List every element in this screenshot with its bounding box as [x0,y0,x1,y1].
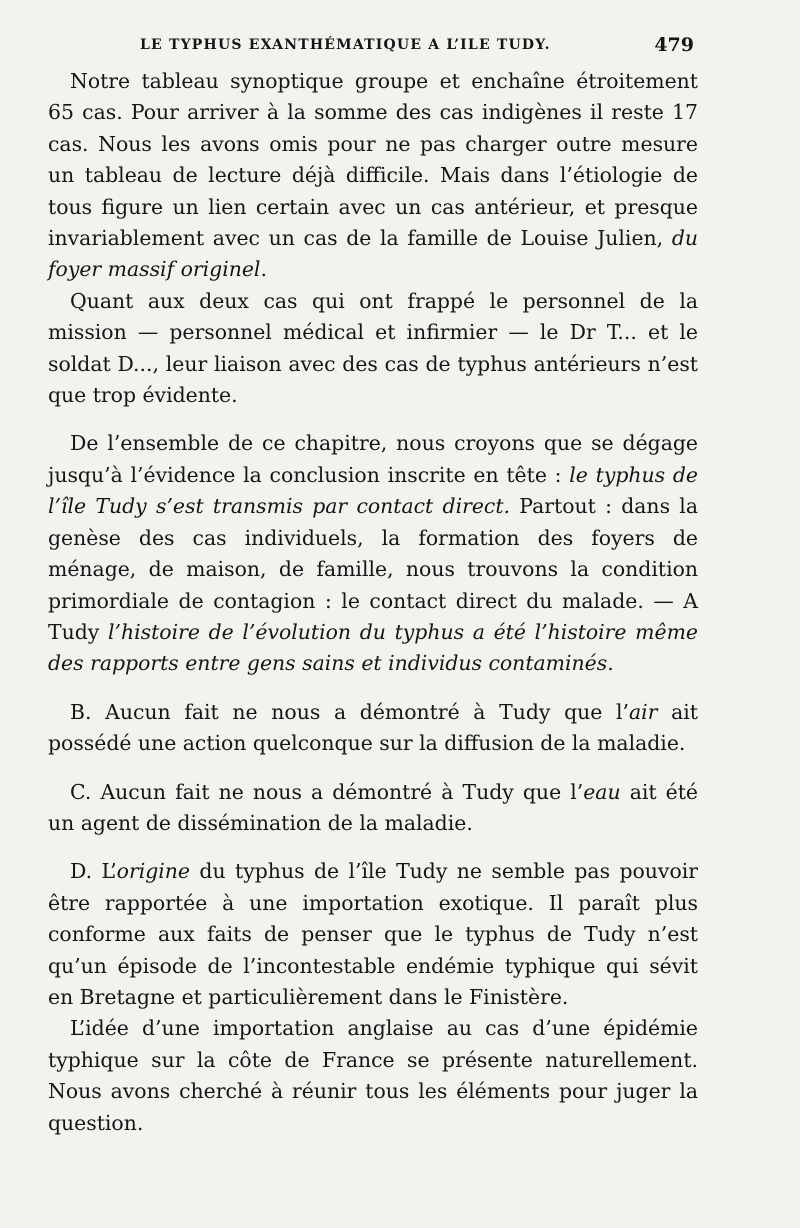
page-number: 479 [654,34,694,56]
paragraph-2: Quant aux deux cas qui ont frappé le personnel de la mission — personnel médical et infirmier — le Dr T... et le soldat D..., leur liaison avec des cas de typhus antérieurs n’est que trop évidente. [48,288,698,408]
paragraph-b: B. Aucun fait ne nous a démontré à Tudy que l’air ait possédé une action quelconque sur la diffusion de la maladie. [48,699,698,756]
paragraph-c: C. Aucun fait ne nous a démontré à Tudy que l’eau ait été un agent de dissémination de la maladie. [48,779,698,835]
paragraph-3: De l’ensemble de ce chapitre, nous croyons que se dégage jusqu’à l’évidence la conclusion inscrite en tête : le typhus de l’île Tudy s’est transmis par contact direct. Partout : dans la genèse des cas individuels, la formation des foyers de ménage, de maison, de famille, nous trouvons la condition primordiale de contagion : le contact direct du malade. — A Tudy l’histoire de l’évolution du typhus a été l’histoire même des rapports entre gens sains et individus contaminés. [48,431,698,676]
paragraph-1: Notre tableau synoptique groupe et enchaîne étroitement 65 cas. Pour arriver à la somme des cas indigènes il reste 17 cas. Nous les avons omis pour ne pas charger outre mesure un tableau de lecture déjà difficile. Mais dans l’étiologie de tous figure un lien certain avec un cas antérieur, et presque invariablement avec un cas de la famille de Louise Julien, du foyer massif originel. [48,69,698,282]
page-body [48,66,698,1139]
paragraph-final: L’idée d’une importation anglaise au cas d’une épidémie typhique sur la côte de France se présente naturellement. Nous avons cherché à réunir tous les éléments pour juger la question. [48,1016,698,1135]
paragraph-d: D. L’origine du typhus de l’île Tudy ne semble pas pouvoir être rapportée à une importation exotique. Il paraît plus conforme aux faits de penser que le typhus de Tudy n’est qu’un épisode de l’incontestable endémie typhique qui sévit en Bretagne et particulièrement dans le Finistère. [48,859,698,1009]
running-title: LE TYPHUS EXANTHÉMATIQUE A L’ILE TUDY. [140,37,551,53]
